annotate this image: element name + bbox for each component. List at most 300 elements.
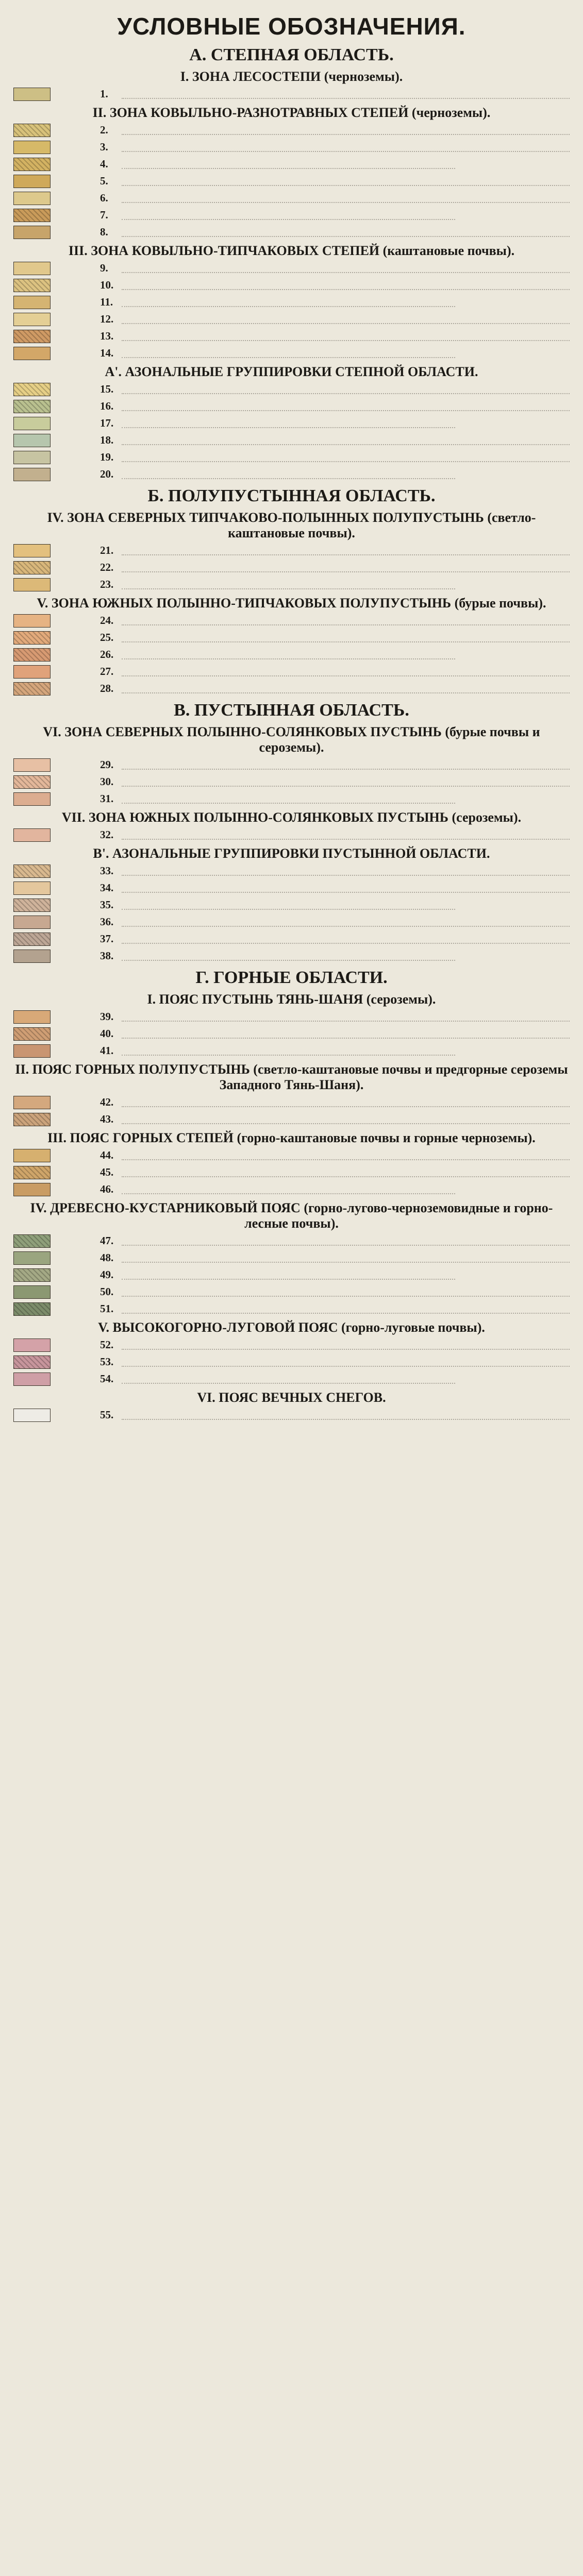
item-number: 19. <box>100 451 114 463</box>
color-swatch <box>13 141 51 154</box>
legend-row <box>13 158 570 171</box>
swatch-group <box>13 792 100 806</box>
item-number: 3. <box>100 141 108 153</box>
color-swatch <box>13 933 51 946</box>
legend-row <box>13 279 570 292</box>
legend-row <box>13 882 570 895</box>
item-description-placeholder <box>122 265 570 273</box>
legend-content <box>13 45 570 1422</box>
legend-row <box>13 468 570 481</box>
item-number: 44. <box>100 1149 114 1161</box>
item-number: 20. <box>100 468 114 480</box>
legend-row <box>13 631 570 645</box>
color-swatch <box>13 1409 51 1422</box>
swatch-group <box>13 775 100 789</box>
swatch-group <box>13 1302 100 1316</box>
zone-heading: V. ВЫСОКОГОРНО-ЛУГОВОЙ ПОЯС (горно-луговые почвы). <box>98 1320 485 1335</box>
item-description-placeholder <box>122 144 570 152</box>
zone-heading: II. ПОЯС ГОРНЫХ ПОЛУПУСТЫНЬ (светло-каштановые почвы и предгорные сероземы Западного Тянь-Шаня). <box>15 1062 568 1092</box>
item-number: 10. <box>100 279 114 291</box>
swatch-group <box>13 1268 100 1282</box>
legend-row <box>13 865 570 878</box>
item-description-placeholder <box>122 919 570 927</box>
item-number: 42. <box>100 1096 114 1108</box>
color-swatch <box>13 950 51 963</box>
color-swatch <box>13 88 51 101</box>
color-swatch <box>13 175 51 188</box>
legend-row <box>13 88 570 101</box>
item-number: 46. <box>100 1183 114 1195</box>
swatch-group <box>13 1409 100 1422</box>
swatch-group <box>13 950 100 963</box>
color-swatch <box>13 400 51 413</box>
item-description-placeholder <box>122 299 455 307</box>
item-description-placeholder <box>122 902 455 910</box>
swatch-group <box>13 451 100 464</box>
legend-row <box>13 192 570 205</box>
swatch-group <box>13 296 100 309</box>
item-description-placeholder <box>122 564 570 572</box>
zone-heading: IV. ЗОНА СЕВЕРНЫХ ТИПЧАКОВО-ПОЛЫННЫХ ПОЛУПУСТЫНЬ (светло-каштановые почвы). <box>47 510 536 540</box>
legend-section <box>13 701 570 963</box>
item-description-placeholder <box>122 1030 570 1039</box>
color-swatch <box>13 1113 51 1126</box>
legend-row <box>13 417 570 430</box>
item-description-placeholder <box>122 581 455 589</box>
item-number: 31. <box>100 792 114 805</box>
swatch-group <box>13 88 100 101</box>
item-number: 43. <box>100 1113 114 1125</box>
color-swatch <box>13 758 51 772</box>
swatch-group <box>13 468 100 481</box>
legend-row <box>13 899 570 912</box>
item-description-placeholder <box>122 386 570 394</box>
swatch-group <box>13 262 100 275</box>
swatch-group <box>13 648 100 662</box>
item-number: 25. <box>100 631 114 643</box>
zone-heading: В'. АЗОНАЛЬНЫЕ ГРУППИРОВКИ ПУСТЫННОЙ ОБЛАСТИ. <box>93 846 490 861</box>
legend-row <box>13 1234 570 1248</box>
color-swatch <box>13 665 51 679</box>
swatch-group <box>13 141 100 154</box>
item-description-placeholder <box>122 795 455 804</box>
item-number: 12. <box>100 313 114 325</box>
color-swatch <box>13 1302 51 1316</box>
color-swatch <box>13 1338 51 1352</box>
legend-row <box>13 665 570 679</box>
item-description-placeholder <box>122 634 570 642</box>
item-description-placeholder <box>122 403 570 411</box>
swatch-group <box>13 1166 100 1179</box>
color-swatch <box>13 1285 51 1299</box>
zone-heading: I. ПОЯС ПУСТЫНЬ ТЯНЬ-ШАНЯ (сероземы). <box>147 992 436 1007</box>
item-number: 40. <box>100 1027 114 1040</box>
legend-row <box>13 1355 570 1369</box>
legend-section <box>13 968 570 1422</box>
item-description-placeholder <box>122 91 570 99</box>
swatch-group <box>13 882 100 895</box>
zone-heading: А'. АЗОНАЛЬНЫЕ ГРУППИРОВКИ СТЕПНОЙ ОБЛАСТИ. <box>105 364 478 379</box>
color-swatch <box>13 916 51 929</box>
item-description-placeholder <box>122 1152 570 1160</box>
legend-row <box>13 1166 570 1179</box>
legend-row <box>13 330 570 343</box>
color-swatch <box>13 1355 51 1369</box>
item-number: 49. <box>100 1268 114 1281</box>
item-number: 30. <box>100 775 114 788</box>
legend-row <box>13 1285 570 1299</box>
item-number: 8. <box>100 226 108 238</box>
item-number: 52. <box>100 1338 114 1351</box>
item-description-placeholder <box>122 1376 455 1384</box>
legend-row <box>13 1372 570 1386</box>
swatch-group <box>13 1234 100 1248</box>
legend-row <box>13 262 570 275</box>
zone-heading: VII. ЗОНА ЮЖНЫХ ПОЛЫННО-СОЛЯНКОВЫХ ПУСТЫНЬ (сероземы). <box>61 810 522 825</box>
swatch-group <box>13 1338 100 1352</box>
item-description-placeholder <box>122 420 455 428</box>
swatch-group <box>13 192 100 205</box>
color-swatch <box>13 631 51 645</box>
legend-row <box>13 209 570 222</box>
item-number: 5. <box>100 175 108 187</box>
item-description-placeholder <box>122 1272 455 1280</box>
section-heading: Г. ГОРНЫЕ ОБЛАСТИ. <box>195 968 388 987</box>
color-swatch <box>13 468 51 481</box>
item-description-placeholder <box>122 1116 570 1124</box>
item-description-placeholder <box>122 617 570 625</box>
item-number: 28. <box>100 682 114 694</box>
swatch-group <box>13 682 100 696</box>
item-number: 7. <box>100 209 108 221</box>
color-swatch <box>13 192 51 205</box>
legend-row <box>13 578 570 591</box>
swatch-group <box>13 614 100 628</box>
item-description-placeholder <box>122 1099 570 1107</box>
legend-row <box>13 648 570 662</box>
item-number: 45. <box>100 1166 114 1178</box>
color-swatch <box>13 828 51 842</box>
zone-heading: VI. ЗОНА СЕВЕРНЫХ ПОЛЫННО-СОЛЯНКОВЫХ ПУСТЫНЬ (бурые почвы и сероземы). <box>43 724 540 755</box>
item-description-placeholder <box>122 1255 570 1263</box>
swatch-group <box>13 758 100 772</box>
legend-row <box>13 1027 570 1041</box>
swatch-group <box>13 631 100 645</box>
item-number: 11. <box>100 296 113 308</box>
color-swatch <box>13 383 51 396</box>
swatch-group <box>13 865 100 878</box>
swatch-group <box>13 1285 100 1299</box>
item-number: 48. <box>100 1251 114 1264</box>
item-number: 23. <box>100 578 114 590</box>
item-number: 21. <box>100 544 114 556</box>
swatch-group <box>13 175 100 188</box>
item-description-placeholder <box>122 547 570 555</box>
section-heading: В. ПУСТЫННАЯ ОБЛАСТЬ. <box>174 701 409 720</box>
legend-row <box>13 1268 570 1282</box>
swatch-group <box>13 226 100 239</box>
color-swatch <box>13 648 51 662</box>
item-description-placeholder <box>122 1238 570 1246</box>
swatch-group <box>13 1372 100 1386</box>
swatch-group <box>13 209 100 222</box>
color-swatch <box>13 578 51 591</box>
swatch-group <box>13 1251 100 1265</box>
legend-row <box>13 544 570 557</box>
item-description-placeholder <box>122 778 570 787</box>
item-number: 22. <box>100 561 114 573</box>
color-swatch <box>13 1234 51 1248</box>
zone-heading: III. ПОЯС ГОРНЫХ СТЕПЕЙ (горно-каштановые почвы и горные черноземы). <box>47 1130 536 1145</box>
legend-row <box>13 933 570 946</box>
swatch-group <box>13 1355 100 1369</box>
legend-row <box>13 758 570 772</box>
item-description-placeholder <box>122 178 570 186</box>
swatch-group <box>13 383 100 396</box>
item-description-placeholder <box>122 1306 570 1314</box>
zone-heading: II. ЗОНА КОВЫЛЬНО-РАЗНОТРАВНЫХ СТЕПЕЙ (черноземы). <box>92 105 491 120</box>
swatch-group <box>13 933 100 946</box>
swatch-group <box>13 1113 100 1126</box>
item-number: 39. <box>100 1010 114 1023</box>
color-swatch <box>13 158 51 171</box>
swatch-group <box>13 1044 100 1058</box>
color-swatch <box>13 1010 51 1024</box>
legend-row <box>13 916 570 929</box>
item-number: 17. <box>100 417 114 429</box>
legend-row <box>13 1149 570 1162</box>
color-swatch <box>13 330 51 343</box>
legend-row <box>13 296 570 309</box>
legend-row <box>13 775 570 789</box>
item-description-placeholder <box>122 437 570 445</box>
swatch-group <box>13 828 100 842</box>
item-description-placeholder <box>122 161 455 169</box>
color-swatch <box>13 347 51 360</box>
item-number: 2. <box>100 124 108 136</box>
item-number: 26. <box>100 648 114 660</box>
zone-heading: III. ЗОНА КОВЫЛЬНО-ТИПЧАКОВЫХ СТЕПЕЙ (каштановые почвы). <box>68 243 515 258</box>
color-swatch <box>13 313 51 326</box>
legend-row <box>13 1302 570 1316</box>
item-description-placeholder <box>122 1013 570 1022</box>
swatch-group <box>13 544 100 557</box>
item-number: 50. <box>100 1285 114 1298</box>
legend-row <box>13 347 570 360</box>
swatch-group <box>13 400 100 413</box>
item-number: 38. <box>100 950 114 962</box>
legend-row <box>13 950 570 963</box>
zone-heading: V. ЗОНА ЮЖНЫХ ПОЛЫННО-ТИПЧАКОВЫХ ПОЛУПУСТЫНЬ (бурые почвы). <box>37 596 546 611</box>
item-description-placeholder <box>122 1169 570 1177</box>
item-number: 33. <box>100 865 114 877</box>
item-description-placeholder <box>122 195 570 203</box>
item-description-placeholder <box>122 868 570 876</box>
legend-row <box>13 1113 570 1126</box>
item-description-placeholder <box>122 316 570 324</box>
item-number: 13. <box>100 330 114 342</box>
item-number: 35. <box>100 899 114 911</box>
section-heading: А. СТЕПНАЯ ОБЛАСТЬ. <box>189 45 394 64</box>
swatch-group <box>13 665 100 679</box>
zone-heading: IV. ДРЕВЕСНО-КУСТАРНИКОВЫЙ ПОЯС (горно-лугово-черноземовидные и горно-лесные почвы). <box>30 1200 553 1231</box>
item-number: 32. <box>100 828 114 841</box>
legend-row <box>13 1183 570 1196</box>
swatch-group <box>13 1027 100 1041</box>
swatch-group <box>13 347 100 360</box>
color-swatch <box>13 226 51 239</box>
color-swatch <box>13 209 51 222</box>
swatch-group <box>13 330 100 343</box>
legend-row <box>13 614 570 628</box>
color-swatch <box>13 882 51 895</box>
swatch-group <box>13 417 100 430</box>
item-number: 9. <box>100 262 108 274</box>
swatch-group <box>13 124 100 137</box>
color-swatch <box>13 682 51 696</box>
color-swatch <box>13 614 51 628</box>
item-description-placeholder <box>122 953 455 961</box>
color-swatch <box>13 296 51 309</box>
item-number: 4. <box>100 158 108 170</box>
swatch-group <box>13 561 100 574</box>
swatch-group <box>13 158 100 171</box>
legend-row <box>13 1409 570 1422</box>
item-number: 16. <box>100 400 114 412</box>
color-swatch <box>13 865 51 878</box>
color-swatch <box>13 899 51 912</box>
legend-row <box>13 682 570 696</box>
item-description-placeholder <box>122 229 570 237</box>
legend-row <box>13 141 570 154</box>
item-description-placeholder <box>122 1186 455 1194</box>
swatch-group <box>13 1096 100 1109</box>
swatch-group <box>13 1149 100 1162</box>
item-description-placeholder <box>122 212 455 220</box>
item-number: 29. <box>100 758 114 771</box>
legend-title: УСЛОВНЫЕ ОБОЗНАЧЕНИЯ. <box>117 13 466 40</box>
item-number: 51. <box>100 1302 114 1315</box>
item-description-placeholder <box>122 471 455 479</box>
color-swatch <box>13 262 51 275</box>
legend-row <box>13 313 570 326</box>
item-number: 36. <box>100 916 114 928</box>
swatch-group <box>13 313 100 326</box>
item-number: 15. <box>100 383 114 395</box>
color-swatch <box>13 1183 51 1196</box>
legend-row <box>13 226 570 239</box>
swatch-group <box>13 1010 100 1024</box>
zone-heading: I. ЗОНА ЛЕСОСТЕПИ (черноземы). <box>180 69 403 84</box>
item-description-placeholder <box>122 1342 570 1350</box>
color-swatch <box>13 1372 51 1386</box>
color-swatch <box>13 1251 51 1265</box>
item-description-placeholder <box>122 668 570 676</box>
swatch-group <box>13 434 100 447</box>
item-number: 54. <box>100 1372 114 1385</box>
zone-heading: VI. ПОЯС ВЕЧНЫХ СНЕГОВ. <box>197 1390 386 1405</box>
item-description-placeholder <box>122 651 455 659</box>
swatch-group <box>13 578 100 591</box>
item-description-placeholder <box>122 936 570 944</box>
legend-row <box>13 383 570 396</box>
color-swatch <box>13 1096 51 1109</box>
item-number: 24. <box>100 614 114 626</box>
swatch-group <box>13 899 100 912</box>
item-description-placeholder <box>122 832 570 840</box>
item-description-placeholder <box>122 454 570 462</box>
swatch-group <box>13 279 100 292</box>
item-description-placeholder <box>122 1359 570 1367</box>
item-number: 1. <box>100 88 108 100</box>
item-number: 14. <box>100 347 114 359</box>
legend-row <box>13 400 570 413</box>
item-description-placeholder <box>122 282 570 290</box>
item-number: 55. <box>100 1409 114 1421</box>
item-description-placeholder <box>122 761 570 770</box>
color-swatch <box>13 544 51 557</box>
color-swatch <box>13 279 51 292</box>
item-description-placeholder <box>122 350 455 358</box>
legend-row <box>13 175 570 188</box>
color-swatch <box>13 1149 51 1162</box>
item-description-placeholder <box>122 333 570 341</box>
legend-row <box>13 1251 570 1265</box>
item-number: 18. <box>100 434 114 446</box>
legend-row <box>13 1096 570 1109</box>
color-swatch <box>13 1027 51 1041</box>
legend-row <box>13 792 570 806</box>
legend-row <box>13 1044 570 1058</box>
item-description-placeholder <box>122 1047 455 1056</box>
swatch-group <box>13 1183 100 1196</box>
legend-row <box>13 561 570 574</box>
legend-row <box>13 828 570 842</box>
item-number: 47. <box>100 1234 114 1247</box>
legend-row <box>13 1010 570 1024</box>
item-description-placeholder <box>122 885 570 893</box>
item-number: 41. <box>100 1044 114 1057</box>
legend-section <box>13 486 570 696</box>
item-description-placeholder <box>122 1412 570 1420</box>
legend-row <box>13 124 570 137</box>
color-swatch <box>13 124 51 137</box>
legend-row <box>13 1338 570 1352</box>
item-number: 34. <box>100 882 114 894</box>
color-swatch <box>13 792 51 806</box>
item-number: 27. <box>100 665 114 677</box>
item-number: 37. <box>100 933 114 945</box>
item-number: 6. <box>100 192 108 204</box>
legend-section <box>13 45 570 481</box>
color-swatch <box>13 775 51 789</box>
color-swatch <box>13 434 51 447</box>
item-description-placeholder <box>122 685 570 693</box>
color-swatch <box>13 1268 51 1282</box>
section-heading: Б. ПОЛУПУСТЫННАЯ ОБЛАСТЬ. <box>147 486 436 505</box>
item-number: 53. <box>100 1355 114 1368</box>
color-swatch <box>13 451 51 464</box>
legend-row <box>13 434 570 447</box>
color-swatch <box>13 1166 51 1179</box>
item-description-placeholder <box>122 127 570 135</box>
swatch-group <box>13 916 100 929</box>
color-swatch <box>13 561 51 574</box>
color-swatch <box>13 417 51 430</box>
item-description-placeholder <box>122 1289 570 1297</box>
color-swatch <box>13 1044 51 1058</box>
legend-row <box>13 451 570 464</box>
